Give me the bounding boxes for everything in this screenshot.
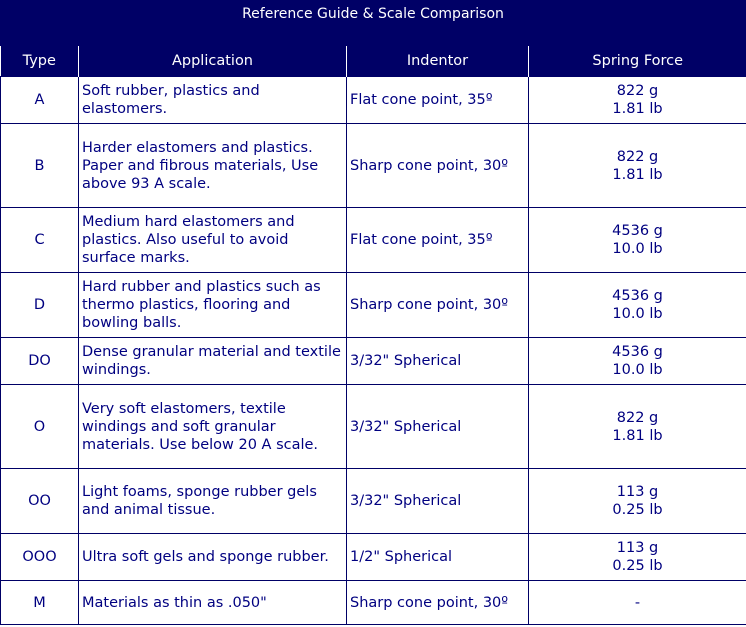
table-row (1, 385, 746, 469)
force-grams: 113 g (616, 540, 659, 556)
force-grams: 822 g (616, 83, 659, 99)
type-cell: M (1, 581, 79, 625)
table-row (1, 208, 746, 273)
force-pounds: 1.81 lb (612, 101, 663, 117)
force-grams: 822 g (616, 409, 659, 426)
header-row (1, 46, 746, 77)
table-row (1, 581, 746, 625)
header-application: Application (79, 46, 347, 77)
spring-force-cell (529, 273, 746, 338)
force-pounds: 1.81 lb (612, 166, 663, 183)
table-row (1, 338, 746, 385)
application-cell: Hard rubber and plastics such as thermo plastics, flooring and bowling balls. (79, 273, 347, 338)
type-cell: DO (1, 338, 79, 385)
header-spring-force: Spring Force (529, 46, 746, 77)
table-row (1, 124, 746, 208)
spring-force-cell (529, 469, 746, 534)
spring-force-cell (529, 581, 746, 625)
table-row (1, 534, 746, 581)
force-grams: - (634, 594, 641, 611)
table-row (1, 273, 746, 338)
spring-force-cell (529, 338, 746, 385)
type-cell: B (1, 124, 79, 208)
indentor-cell: 3/32" Spherical (347, 469, 529, 534)
type-cell: A (1, 77, 79, 124)
indentor-cell: 1/2" Spherical (347, 534, 529, 581)
indentor-cell: 3/32" Spherical (347, 338, 529, 385)
force-pounds: 10.0 lb (612, 362, 663, 378)
application-cell: Dense granular material and textile windings. (79, 338, 347, 385)
application-cell: Medium hard elastomers and plastics. Also useful to avoid surface marks. (79, 208, 347, 273)
indentor-cell: Flat cone point, 35º (347, 208, 529, 273)
table-row (1, 77, 746, 124)
spring-force-cell (529, 534, 746, 581)
force-grams: 4536 g (612, 223, 663, 239)
application-cell: Light foams, sponge rubber gels and animal tissue. (79, 469, 347, 534)
table-row (1, 469, 746, 534)
header-type: Type (1, 46, 79, 77)
force-pounds: 0.25 lb (612, 558, 663, 574)
type-cell: O (1, 385, 79, 469)
indentor-cell: Sharp cone point, 30º (347, 124, 529, 208)
force-grams: 113 g (616, 484, 659, 500)
indentor-cell: 3/32" Spherical (347, 385, 529, 469)
force-grams: 822 g (616, 148, 659, 165)
application-cell: Very soft elastomers, textile windings and soft granular materials. Use below 20 A scale. (79, 385, 347, 469)
indentor-cell: Sharp cone point, 30º (347, 273, 529, 338)
type-cell: C (1, 208, 79, 273)
force-grams: 4536 g (612, 344, 663, 360)
indentor-cell: Flat cone point, 35º (347, 77, 529, 124)
spring-force-cell (529, 77, 746, 124)
application-cell: Ultra soft gels and sponge rubber. (79, 534, 347, 581)
application-cell: Materials as thin as .050" (79, 581, 347, 625)
application-cell: Harder elastomers and plastics. Paper and fibrous materials, Use above 93 A scale. (79, 124, 347, 208)
type-cell: OO (1, 469, 79, 534)
force-pounds: 10.0 lb (612, 306, 663, 322)
application-cell: Soft rubber, plastics and elastomers. (79, 77, 347, 124)
force-pounds: 0.25 lb (612, 502, 663, 518)
scale-comparison-table (0, 46, 746, 625)
force-grams: 4536 g (612, 288, 663, 304)
spring-force-cell (529, 124, 746, 208)
header-indentor: Indentor (347, 46, 529, 77)
guide-banner (0, 0, 746, 46)
spring-force-cell (529, 208, 746, 273)
spring-force-cell (529, 385, 746, 469)
force-pounds: 10.0 lb (612, 241, 663, 257)
indentor-cell: Sharp cone point, 30º (347, 581, 529, 625)
banner-title: Reference Guide & Scale Comparison (242, 6, 504, 22)
type-cell: D (1, 273, 79, 338)
force-pounds: 1.81 lb (612, 427, 663, 444)
type-cell: OOO (1, 534, 79, 581)
